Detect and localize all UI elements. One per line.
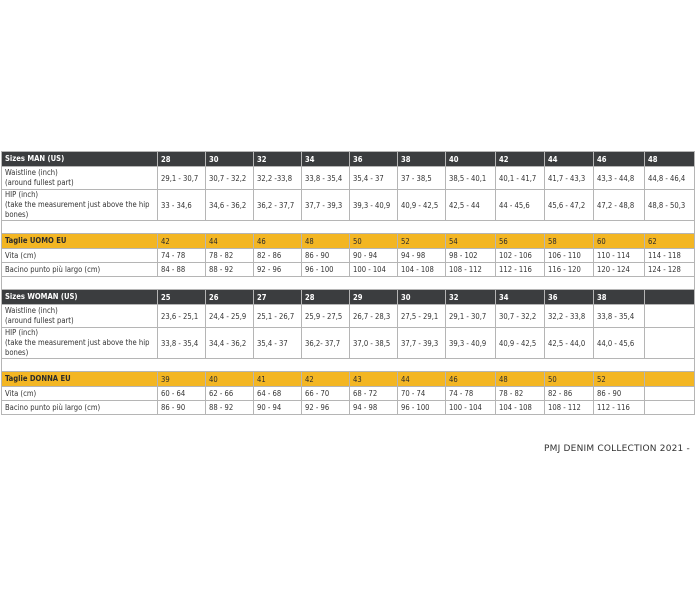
size-header-cell: 48 [302,234,350,249]
measurement-cell: 90 - 94 [254,401,302,415]
measurement-cell: 102 - 106 [496,249,545,263]
section-header-row [2,290,695,305]
size-header-cell: 36 [350,152,398,167]
size-header-cell: 40 [446,152,496,167]
measurement-row [2,263,695,277]
measurement-cell: 94 - 98 [398,249,446,263]
measurement-row [2,305,695,328]
measurement-cell: 66 - 70 [302,387,350,401]
measurement-cell: 36,2 - 37,7 [254,190,302,221]
measurement-cell: 112 - 116 [594,401,645,415]
measurement-cell: 38,5 - 40,1 [446,167,496,190]
measurement-cell: 37,7 - 39,3 [302,190,350,221]
measurement-cell: 36,2- 37,7 [302,328,350,359]
measurement-cell: 40,1 - 41,7 [496,167,545,190]
measurement-cell: 35,4 - 37 [254,328,302,359]
spacer-row [2,359,695,372]
measurement-label: HIP (inch) (take the measurement just above the hip bones) [2,328,158,359]
measurement-cell: 74 - 78 [158,249,206,263]
spacer-row [2,277,695,290]
measurement-cell: 44,8 - 46,4 [645,167,695,190]
measurement-cell: 32,2 - 33,8 [545,305,594,328]
size-header-cell: 44 [206,234,254,249]
measurement-cell: 47,2 - 48,8 [594,190,645,221]
measurement-label: Waistline (inch) (around fullest part) [2,167,158,190]
size-header-cell: 39 [158,372,206,387]
measurement-row [2,401,695,415]
measurement-cell: 30,7 - 32,2 [206,167,254,190]
measurement-cell: 44,0 - 45,6 [594,328,645,359]
size-header-cell: 29 [350,290,398,305]
size-header-cell: 40 [206,372,254,387]
measurement-cell: 39,3 - 40,9 [446,328,496,359]
measurement-cell: 120 - 124 [594,263,645,277]
measurement-cell: 37 - 38,5 [398,167,446,190]
size-header-cell: 46 [254,234,302,249]
measurement-cell: 114 - 118 [645,249,695,263]
size-chart-table [1,151,695,415]
measurement-cell: 45,6 - 47,2 [545,190,594,221]
section-header-row [2,372,695,387]
measurement-cell: 94 - 98 [350,401,398,415]
measurement-cell: 116 - 120 [545,263,594,277]
measurement-cell: 29,1 - 30,7 [158,167,206,190]
measurement-cell: 35,4 - 37 [350,167,398,190]
measurement-cell: 64 - 68 [254,387,302,401]
section-title: Sizes WOMAN (US) [2,290,158,305]
measurement-label: HIP (inch) (take the measurement just above the hip bones) [2,190,158,221]
measurement-cell: 30,7 - 32,2 [496,305,545,328]
size-header-cell: 62 [645,234,695,249]
size-header-cell: 42 [158,234,206,249]
section-title: Sizes MAN (US) [2,152,158,167]
measurement-cell: 32,2 -33,8 [254,167,302,190]
measurement-row [2,387,695,401]
measurement-label: Bacino punto più largo (cm) [2,263,158,277]
measurement-cell: 82 - 86 [545,387,594,401]
measurement-cell: 88 - 92 [206,263,254,277]
measurement-cell: 74 - 78 [446,387,496,401]
measurement-cell: 40,9 - 42,5 [398,190,446,221]
measurement-cell: 78 - 82 [206,249,254,263]
measurement-cell: 48,8 - 50,3 [645,190,695,221]
measurement-cell: 62 - 66 [206,387,254,401]
measurement-cell: 25,9 - 27,5 [302,305,350,328]
size-header-cell: 43 [350,372,398,387]
measurement-cell [645,328,695,359]
size-header-cell: 38 [398,152,446,167]
spacer-1 [2,221,695,234]
measurement-cell: 112 - 116 [496,263,545,277]
size-header-cell [645,372,695,387]
measurement-cell: 33,8 - 35,4 [302,167,350,190]
size-header-cell: 48 [496,372,545,387]
size-header-cell: 36 [545,290,594,305]
size-header-cell: 32 [254,152,302,167]
size-header-cell: 44 [545,152,594,167]
size-header-cell: 30 [206,152,254,167]
measurement-cell: 27,5 - 29,1 [398,305,446,328]
measurement-cell: 108 - 112 [446,263,496,277]
section-title: Taglie DONNA EU [2,372,158,387]
measurement-cell: 44 - 45,6 [496,190,545,221]
size-header-cell: 50 [545,372,594,387]
measurement-cell: 100 - 104 [350,263,398,277]
measurement-cell [645,401,695,415]
size-header-cell: 34 [302,152,350,167]
measurement-cell: 78 - 82 [496,387,545,401]
size-header-cell [645,290,695,305]
size-header-cell: 44 [398,372,446,387]
size-header-cell: 46 [446,372,496,387]
woman-us-section [2,290,695,359]
size-header-cell: 25 [158,290,206,305]
measurement-cell: 39,3 - 40,9 [350,190,398,221]
measurement-cell: 68 - 72 [350,387,398,401]
size-header-cell: 30 [398,290,446,305]
measurement-cell: 42,5 - 44 [446,190,496,221]
measurement-cell: 84 - 88 [158,263,206,277]
size-header-cell: 52 [398,234,446,249]
measurement-cell: 26,7 - 28,3 [350,305,398,328]
spacer-2 [2,277,695,290]
size-header-cell: 26 [206,290,254,305]
size-header-cell: 46 [594,152,645,167]
size-header-cell: 48 [645,152,695,167]
measurement-cell: 110 - 114 [594,249,645,263]
measurement-cell: 90 - 94 [350,249,398,263]
measurement-cell: 41,7 - 43,3 [545,167,594,190]
measurement-cell: 42,5 - 44,0 [545,328,594,359]
measurement-cell: 92 - 96 [254,263,302,277]
measurement-row [2,167,695,190]
measurement-cell: 104 - 108 [398,263,446,277]
measurement-cell [645,387,695,401]
measurement-cell: 24,4 - 25,9 [206,305,254,328]
measurement-label: Vita (cm) [2,249,158,263]
measurement-row [2,328,695,359]
size-header-cell: 58 [545,234,594,249]
measurement-cell: 88 - 92 [206,401,254,415]
measurement-cell [645,305,695,328]
size-header-cell: 32 [446,290,496,305]
measurement-cell: 33,8 - 35,4 [158,328,206,359]
measurement-cell: 25,1 - 26,7 [254,305,302,328]
size-header-cell: 28 [158,152,206,167]
woman-eu-section [2,372,695,415]
measurement-cell: 86 - 90 [594,387,645,401]
size-header-cell: 52 [594,372,645,387]
spacer-row [2,221,695,234]
measurement-row [2,249,695,263]
measurement-cell: 108 - 112 [545,401,594,415]
size-header-cell: 60 [594,234,645,249]
measurement-cell: 92 - 96 [302,401,350,415]
size-header-cell: 56 [496,234,545,249]
measurement-cell: 33 - 34,6 [158,190,206,221]
measurement-cell: 37,0 - 38,5 [350,328,398,359]
measurement-cell: 100 - 104 [446,401,496,415]
measurement-cell: 40,9 - 42,5 [496,328,545,359]
measurement-cell: 70 - 74 [398,387,446,401]
spacer-3 [2,359,695,372]
section-title: Taglie UOMO EU [2,234,158,249]
measurement-cell: 34,4 - 36,2 [206,328,254,359]
size-header-cell: 54 [446,234,496,249]
measurement-cell: 82 - 86 [254,249,302,263]
measurement-cell: 60 - 64 [158,387,206,401]
measurement-cell: 96 - 100 [302,263,350,277]
measurement-cell: 29,1 - 30,7 [446,305,496,328]
measurement-cell: 33,8 - 35,4 [594,305,645,328]
measurement-row [2,190,695,221]
measurement-cell: 86 - 90 [302,249,350,263]
measurement-label: Vita (cm) [2,387,158,401]
man-eu-section [2,234,695,277]
size-header-cell: 41 [254,372,302,387]
measurement-label: Waistline (inch) (around fullest part) [2,305,158,328]
measurement-cell: 124 - 128 [645,263,695,277]
size-header-cell: 34 [496,290,545,305]
collection-footer: PMJ DENIM COLLECTION 2021 - [544,444,690,454]
size-header-cell: 50 [350,234,398,249]
size-header-cell: 38 [594,290,645,305]
man-us-section [2,152,695,221]
measurement-cell: 86 - 90 [158,401,206,415]
section-header-row [2,152,695,167]
section-header-row [2,234,695,249]
measurement-cell: 37,7 - 39,3 [398,328,446,359]
measurement-cell: 106 - 110 [545,249,594,263]
measurement-cell: 23,6 - 25,1 [158,305,206,328]
size-header-cell: 42 [302,372,350,387]
size-header-cell: 28 [302,290,350,305]
measurement-cell: 98 - 102 [446,249,496,263]
measurement-label: Bacino punto più largo (cm) [2,401,158,415]
measurement-cell: 34,6 - 36,2 [206,190,254,221]
measurement-cell: 104 - 108 [496,401,545,415]
size-header-cell: 42 [496,152,545,167]
measurement-cell: 96 - 100 [398,401,446,415]
measurement-cell: 43,3 - 44,8 [594,167,645,190]
size-header-cell: 27 [254,290,302,305]
